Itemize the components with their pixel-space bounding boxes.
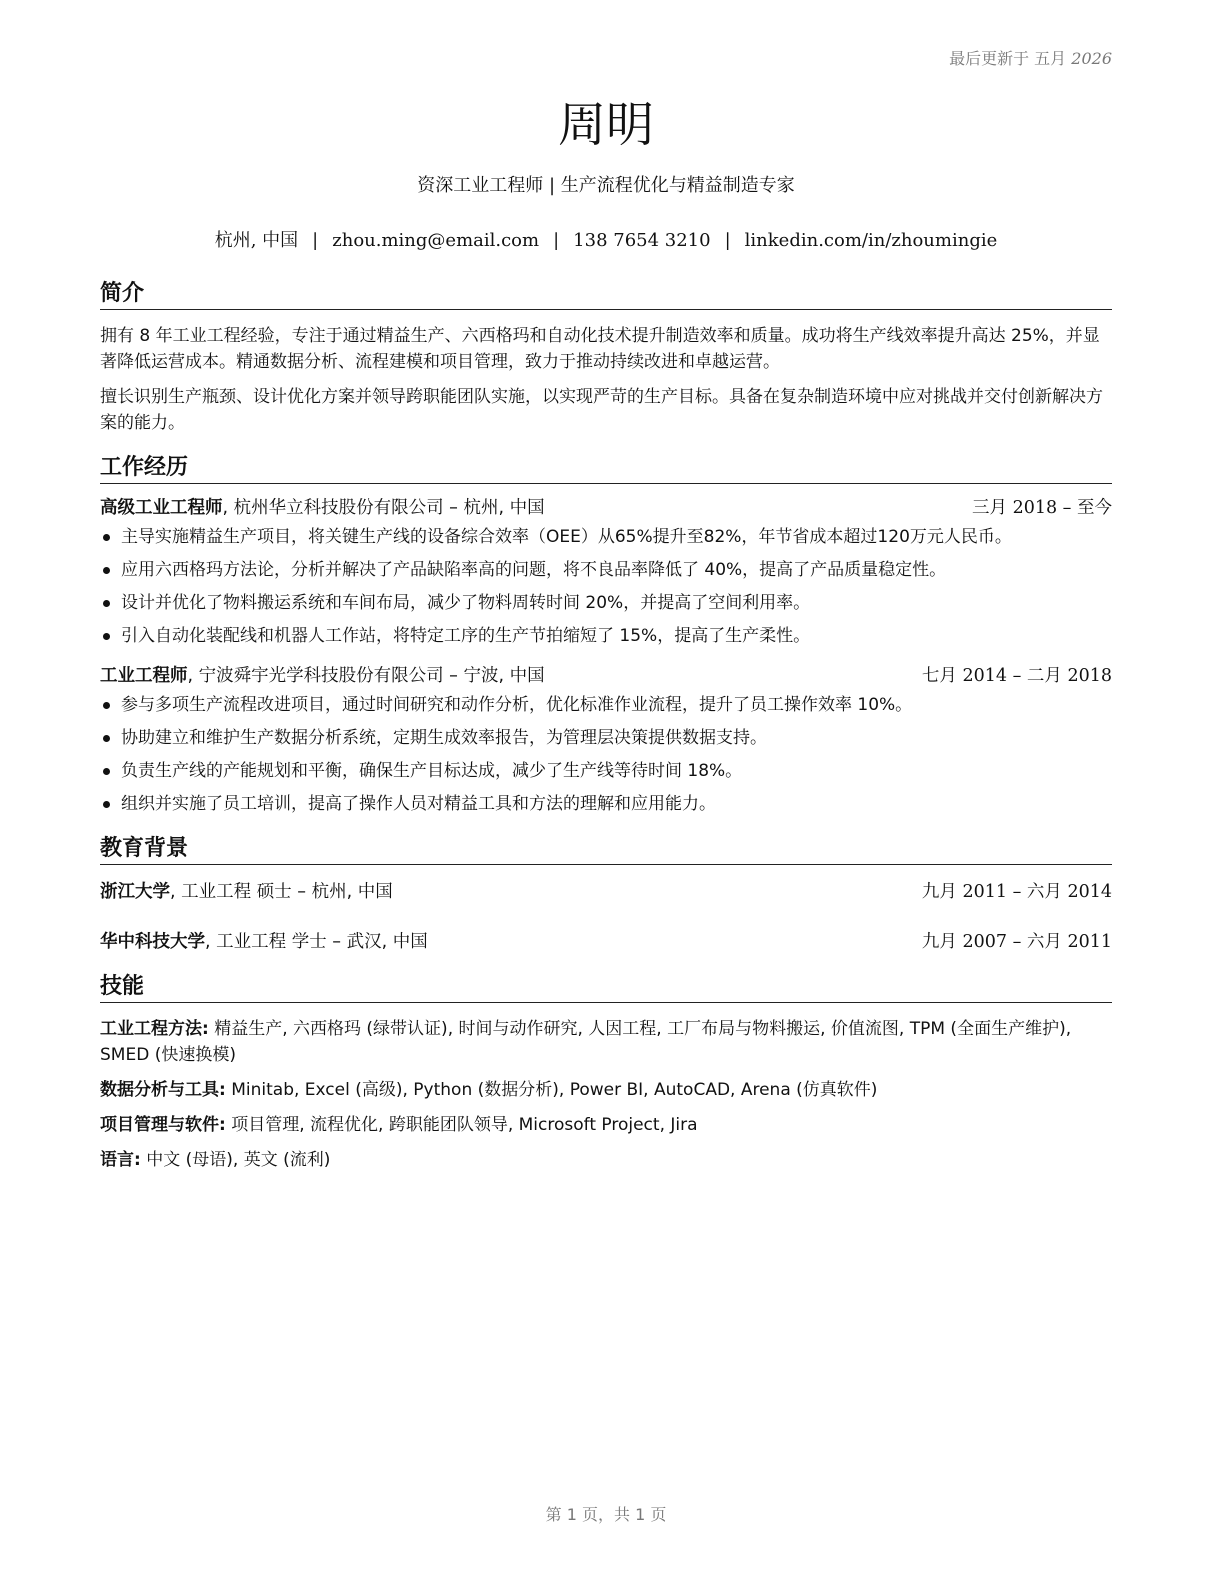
contact-separator: | [312, 230, 319, 251]
summary-paragraph: 拥有 8 年工业工程经验，专注于通过精益生产、六西格玛和自动化技术提升制造效率和质量。成功将生产线效率提升高达 25%，并显著降低运营成本。精通数据分析、流程建模和项目管理，致力于推动持续改进和卓越运营。 [100, 326, 1100, 372]
job-bullet: 参与多项生产流程改进项目，通过时间研究和动作分析，优化标准作业流程，提升了员工操作效率 10%。 [100, 692, 1112, 718]
skill-category: 工业工程方法: [100, 1019, 209, 1039]
section-title-experience: 工作经历 [100, 450, 1112, 484]
last-updated [949, 46, 1112, 69]
job-date: 三月 2018 – 至今 [972, 498, 1112, 518]
skill-values: 中文 (母语), 英文 (流利) [140, 1150, 331, 1170]
job-bullet: 引入自动化装配线和机器人工作站，将特定工序的生产节拍缩短了 15%，提高了生产柔性。 [100, 623, 1112, 649]
job-header [100, 495, 1112, 521]
skill-values: 项目管理, 流程优化, 跨职能团队领导, Microsoft Project, Jira [225, 1115, 698, 1135]
section-title-education: 教育背景 [100, 831, 1112, 865]
contact-line [100, 226, 1112, 252]
contact-separator: | [724, 230, 731, 251]
job-bullet: 组织并实施了员工培训，提高了操作人员对精益工具和方法的理解和应用能力。 [100, 791, 1112, 817]
job-bullets [100, 524, 1112, 649]
job-bullet: 负责生产线的产能规划和平衡，确保生产目标达成，减少了生产线等待时间 18%。 [100, 758, 1112, 784]
job-bullet: 协助建立和维护生产数据分析系统，定期生成效率报告，为管理层决策提供数据支持。 [100, 725, 1112, 751]
page-number: 第 1 页，共 1 页 [545, 1505, 667, 1524]
job-role: 工业工程师 [100, 666, 188, 686]
skill-line [100, 1077, 1112, 1103]
contact-location: 杭州, 中国 [214, 230, 299, 251]
resume-page [100, 0, 1112, 1584]
job-bullet: 主导实施精益生产项目，将关键生产线的设备综合效率（OEE）从65%提升至82%，年节省成本超过120万元人民币。 [100, 524, 1112, 550]
skill-category: 项目管理与软件: [100, 1115, 226, 1135]
skill-line [100, 1147, 1112, 1173]
section-title-skills: 技能 [100, 969, 1112, 1003]
job-bullets [100, 692, 1112, 817]
education-school: 浙江大学 [100, 882, 170, 902]
job-header [100, 663, 1112, 689]
skill-line [100, 1112, 1112, 1138]
education-school: 华中科技大学 [100, 932, 205, 952]
last-updated-year: 2026 [1071, 49, 1112, 68]
job-role: 高级工业工程师 [100, 498, 223, 518]
education-entry [100, 929, 1112, 955]
job-entry [100, 663, 1112, 817]
education-date: 九月 2007 – 六月 2011 [921, 932, 1112, 952]
last-updated-label: 最后更新于 五月 [949, 49, 1067, 68]
skill-line [100, 1016, 1112, 1068]
education-detail: , 工业工程 硕士 – 杭州, 中国 [170, 882, 393, 902]
education-entry [100, 879, 1112, 905]
job-bullet: 应用六西格玛方法论，分析并解决了产品缺陷率高的问题，将不良品率降低了 40%，提高了产品质量稳定性。 [100, 557, 1112, 583]
job-organization: , 杭州华立科技股份有限公司 – 杭州, 中国 [222, 498, 545, 518]
skill-category: 语言: [100, 1150, 141, 1170]
skill-values: Minitab, Excel (高级), Python (数据分析), Power BI, AutoCAD, Arena (仿真软件) [225, 1080, 878, 1100]
contact-phone[interactable]: 138 7654 3210 [573, 230, 711, 251]
candidate-name: 周明 [557, 97, 654, 153]
resume-content [100, 276, 1112, 1173]
skill-values: 精益生产, 六西格玛 (绿带认证), 时间与动作研究, 人因工程, 工厂布局与物料搬运, 价值流图, TPM (全面生产维护), SMED (快速换模) [100, 1019, 1072, 1065]
job-bullet: 设计并优化了物料搬运系统和车间布局，减少了物料周转时间 20%，并提高了空间利用率。 [100, 590, 1112, 616]
skill-category: 数据分析与工具: [100, 1080, 226, 1100]
job-organization: , 宁波舜宇光学科技股份有限公司 – 宁波, 中国 [187, 666, 545, 686]
contact-separator: | [553, 230, 560, 251]
education-detail: , 工业工程 学士 – 武汉, 中国 [205, 932, 428, 952]
job-entry [100, 495, 1112, 649]
education-date: 九月 2011 – 六月 2014 [921, 882, 1112, 902]
section-title-summary: 简介 [100, 276, 1112, 310]
job-date: 七月 2014 – 二月 2018 [921, 666, 1112, 686]
tagline: 资深工业工程师 | 生产流程优化与精益制造专家 [417, 175, 795, 196]
contact-email[interactable]: zhou.ming@email.com [332, 230, 540, 251]
summary-paragraph: 擅长识别生产瓶颈、设计优化方案并领导跨职能团队实施，以实现严苛的生产目标。具备在复杂制造环境中应对挑战并交付创新解决方案的能力。 [100, 387, 1103, 433]
contact-linkedin[interactable]: linkedin.com/in/zhoumingie [744, 230, 998, 251]
